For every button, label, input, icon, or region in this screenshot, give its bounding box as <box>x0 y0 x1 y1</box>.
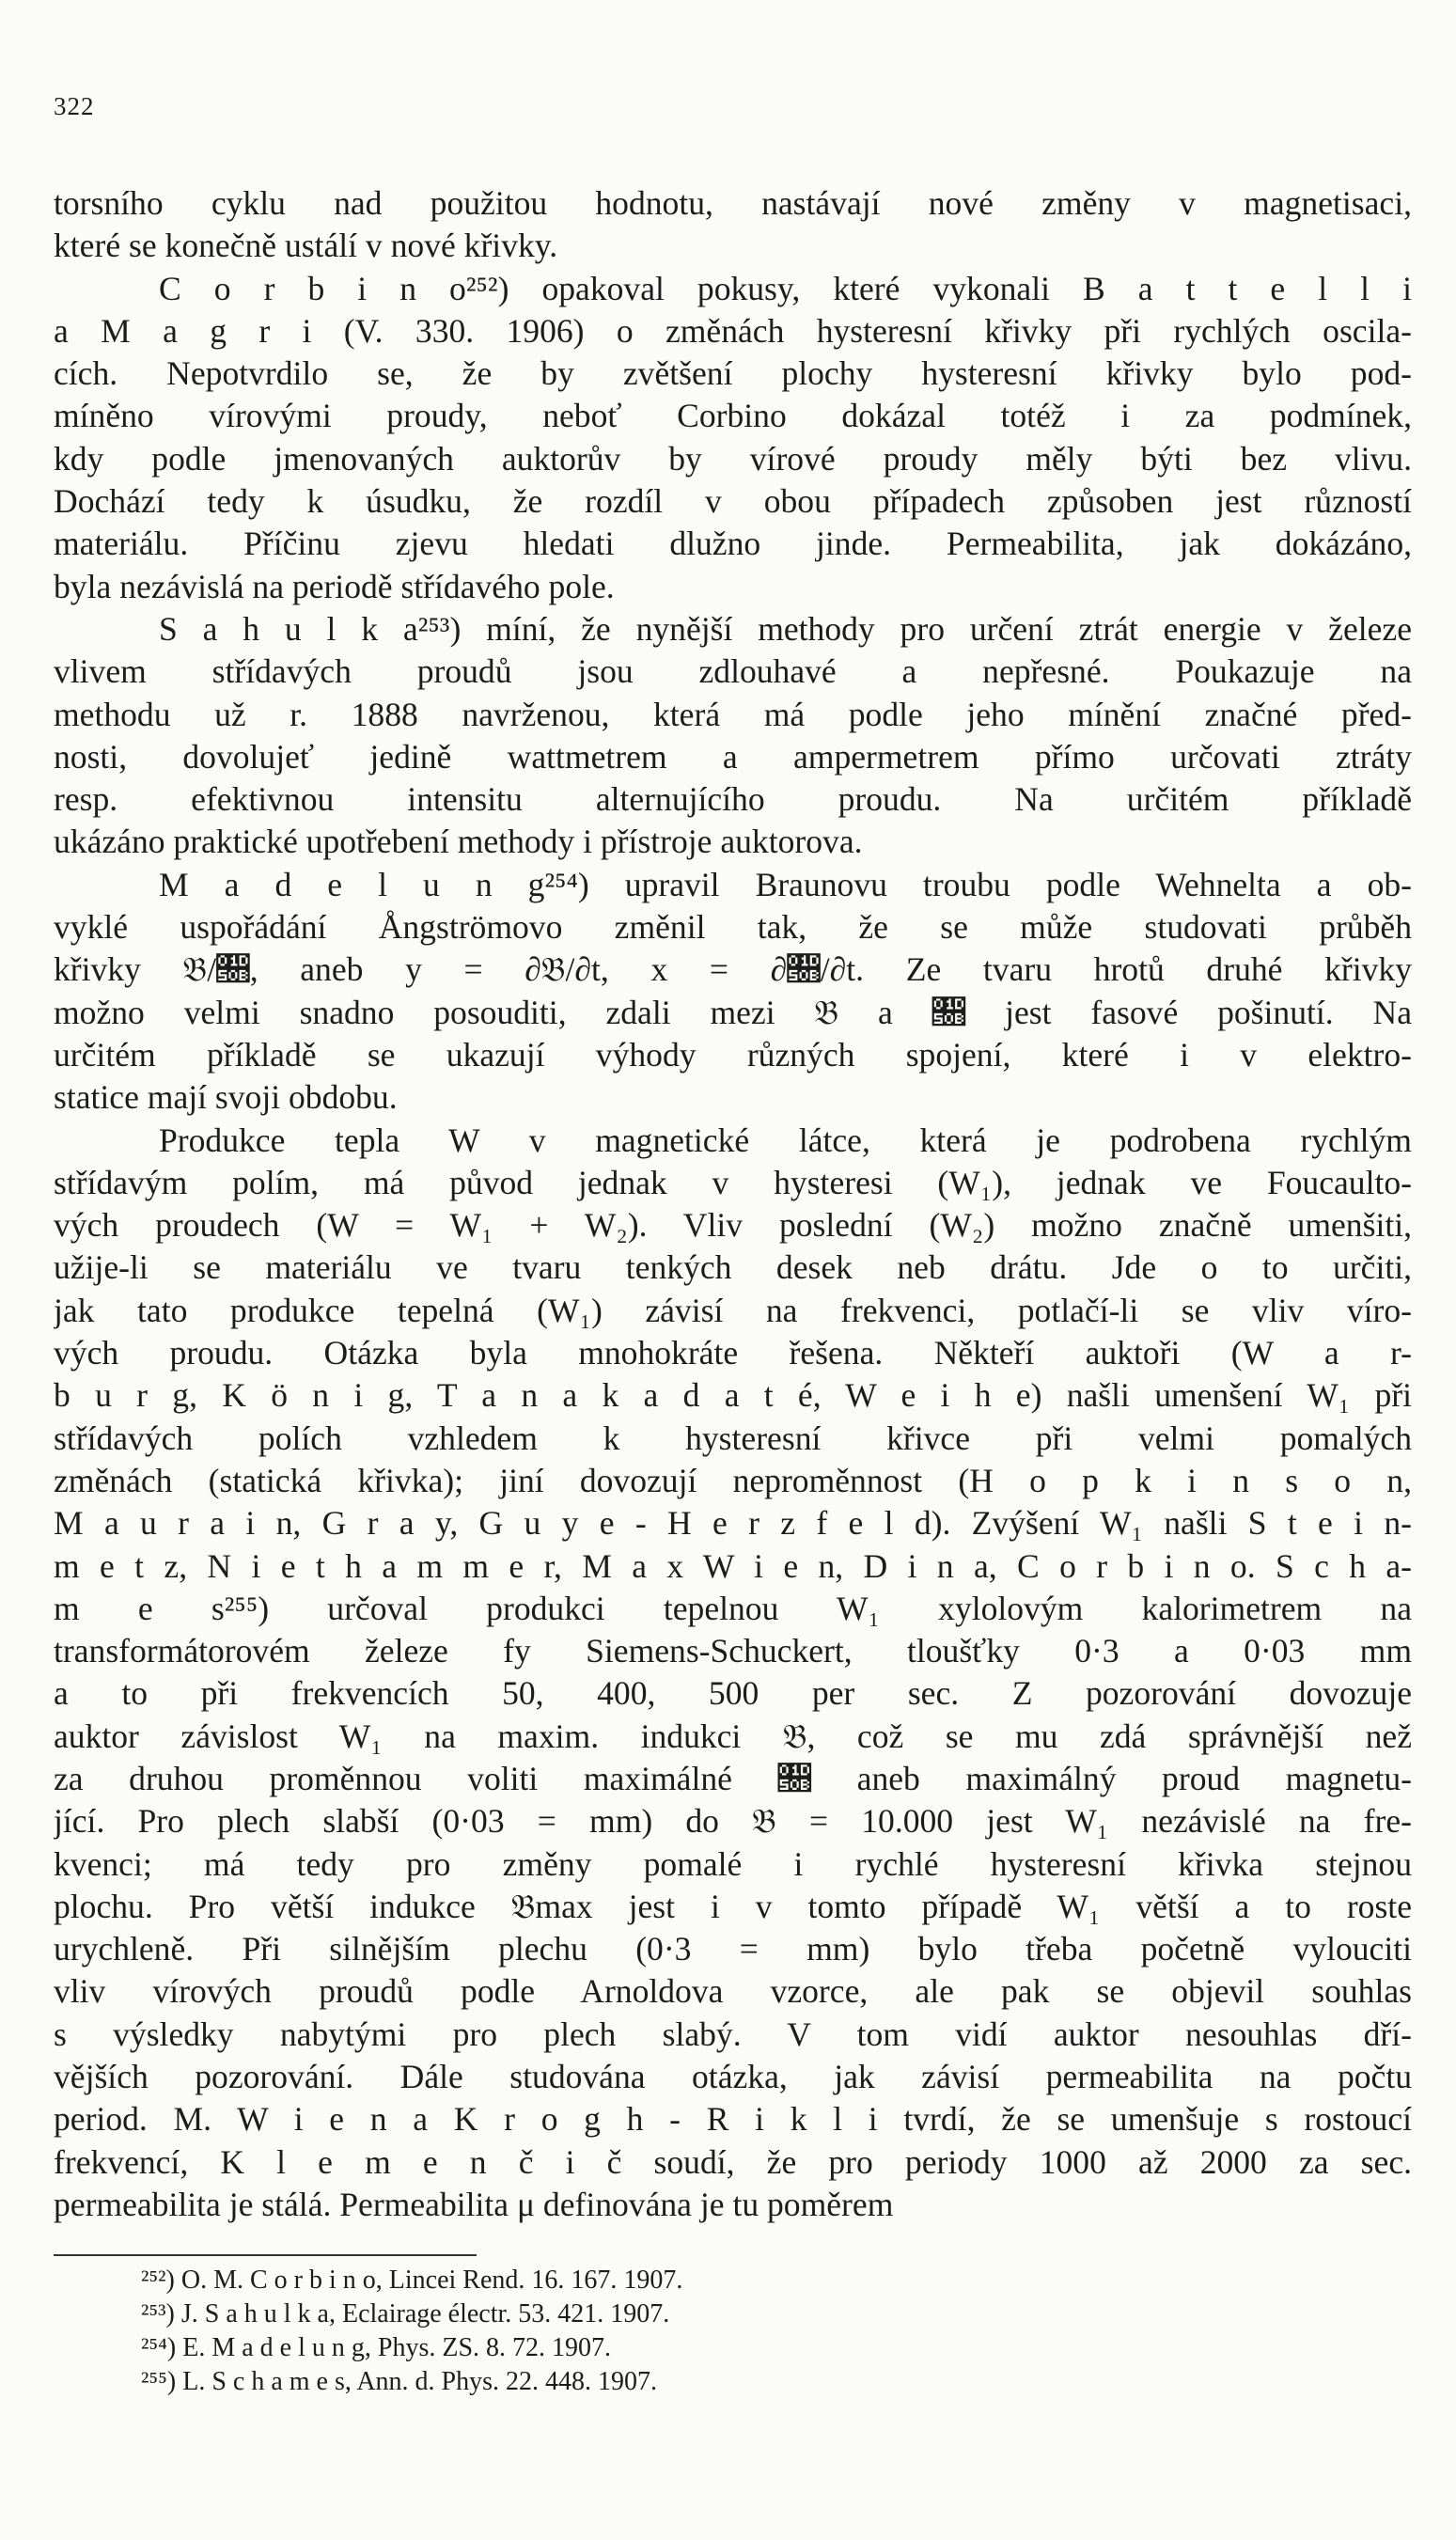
text-line: změnách (statická křivka); jiní dovozují neproměnnost (H o p k i n s o n, <box>54 1461 1412 1499</box>
text-line: vějších pozorování. Dále studována otázka, jak závisí permeabilita na počtu <box>54 2058 1412 2096</box>
text-line: užije-li se materiálu ve tvaru tenkých desek neb drátu. Jde o to určiti, <box>54 1248 1412 1287</box>
footnotes <box>141 2264 1081 2399</box>
text-line: střídavých polích vzhledem k hysteresní křivce při velmi pomalých <box>54 1419 1412 1457</box>
text-line: m e s²⁵⁵) určoval produkci tepelnou W₁ xylolovým kalorimetrem na <box>54 1589 1412 1627</box>
text-line: permeabilita je stálá. Permeabilita μ definována je tu poměrem <box>54 2185 894 2223</box>
text-line: kdy podle jmenovaných auktorův by vírové proudy měly býti bez vlivu. <box>54 439 1412 478</box>
text-line: jící. Pro plech slabší (0·03 = mm) do 𝔅 = 10.000 jest W₁ nezávislé na fre- <box>54 1802 1412 1841</box>
text-line: určitém příkladě se ukazují výhody různých spojení, které i v elektro- <box>54 1035 1412 1074</box>
text-line: vyklé uspořádání Ångströmovo změnil tak, že se může studovati průběh <box>54 908 1412 947</box>
text-line: vých proudech (W = W₁ + W₂). Vliv poslední (W₂) možno značně umenšiti, <box>54 1206 1412 1245</box>
text-line: C o r b i n o²⁵²) opakoval pokusy, které vykonali B a t t e l l i <box>159 269 1412 307</box>
text-line: m e t z, N i e t h a m m e r, M a x W i e n, D i n a, C o r b i n o. S c h a- <box>54 1546 1412 1585</box>
text-line: vých proudu. Otázka byla mnohokráte řešena. Někteří auktoři (W a r- <box>54 1334 1412 1372</box>
text-line: byla nezávislá na periodě střídavého pole. <box>54 567 615 605</box>
text-line: b u r g, K ö n i g, T a n a k a d a t é, W e i h e) našli umenšení W₁ při <box>54 1376 1412 1415</box>
body-text <box>54 182 1412 2226</box>
text-line: Produkce tepla W v magnetické látce, která je podrobena rychlým <box>159 1121 1412 1159</box>
text-line: míněno vírovými proudy, neboť Corbino dokázal totéž i za podmínek, <box>54 397 1412 435</box>
text-line: materiálu. Příčinu zjevu hledati dlužno jinde. Permeabilita, jak dokázáno, <box>54 525 1412 563</box>
footnote: ²⁵³) J. S a h u l k a, Eclairage électr. 53. 421. 1907. <box>141 2299 670 2328</box>
page-number: 322 <box>54 92 95 120</box>
text-line: urychleně. Při silnějším plechu (0·3 = mm) bylo třeba početně vylouciti <box>54 1930 1412 1968</box>
text-line: jak tato produkce tepelná (W₁) závisí na frekvenci, potlačí-li se vliv víro- <box>54 1291 1412 1329</box>
text-line: plochu. Pro větší indukce 𝔅max jest i v tomto případě W₁ větší a to roste <box>54 1887 1412 1925</box>
text-line: střídavým polím, má původ jednak v hysteresi (W₁), jednak ve Foucaulto- <box>54 1163 1412 1201</box>
text-line: M a u r a i n, G r a y, G u y e - H e r z f e l d). Zvýšení W₁ našli S t e i n- <box>54 1504 1412 1543</box>
footnote: ²⁵⁴) E. M a d e l u n g, Phys. ZS. 8. 72. 1907. <box>141 2333 612 2362</box>
text-line: period. M. W i e n a K r o g h - R i k l i tvrdí, že se umenšuje s rostoucí <box>54 2100 1412 2139</box>
footnote-divider <box>54 2254 477 2256</box>
text-line: auktor závislost W₁ na maxim. indukci 𝔅, což se mu zdá správnější než <box>54 1717 1412 1755</box>
text-line: statice mají svoji obdobu. <box>54 1078 398 1117</box>
footnote: ²⁵⁵) L. S c h a m e s, Ann. d. Phys. 22. 448. 1907. <box>141 2367 658 2396</box>
text-line: a to při frekvencích 50, 400, 500 per sec. Z pozorování dovozuje <box>54 1674 1412 1713</box>
paragraph <box>54 608 1412 864</box>
text-line: vliv vírových proudů podle Arnoldova vzorce, ale pak se objevil souhlas <box>54 1972 1412 2011</box>
text-line: S a h u l k a²⁵³) míní, že nynější methody pro určení ztrát energie v železe <box>159 609 1412 648</box>
text-line: frekvencí, K l e m e n č i č soudí, že pro periody 1000 až 2000 za sec. <box>54 2142 1412 2181</box>
text-line: s výsledky nabytými pro plech slabý. V tom vidí auktor nesouhlas dří- <box>54 2015 1412 2053</box>
text-line: a M a g r i (V. 330. 1906) o změnách hysteresní křivky při rychlých oscila- <box>54 311 1412 350</box>
text-line: vlivem střídavých proudů jsou zdlouhavé a nepřesné. Poukazuje na <box>54 652 1412 691</box>
text-line: resp. efektivnou intensitu alternujícího proudu. Na určitém příkladě <box>54 780 1412 819</box>
paragraph <box>54 182 1412 268</box>
paragraph <box>54 864 1412 1120</box>
text-line: cích. Nepotvrdilo se, že by zvětšení plochy hysteresní křivky bylo pod- <box>54 354 1412 393</box>
text-line: kvenci; má tedy pro změny pomalé i rychlé hysteresní křivka stejnou <box>54 1844 1412 1883</box>
text-line: křivky 𝔅/𝔋, aneb y = ∂𝔅/∂t, x = ∂𝔋/∂t. Ze tvaru hrotů druhé křivky <box>54 950 1412 989</box>
text-line: ukázáno praktické upotřebení methody i přístroje auktorova. <box>54 823 863 861</box>
text-line: nosti, dovolujeť jedině wattmetrem a ampermetrem přímo určovati ztráty <box>54 737 1412 776</box>
text-line: transformátorovém železe fy Siemens-Schuckert, tloušťky 0·3 a 0·03 mm <box>54 1632 1412 1670</box>
text-line: M a d e l u n g²⁵⁴) upravil Braunovu troubu podle Wehnelta a ob- <box>159 865 1412 903</box>
text-line: Dochází tedy k úsudku, že rozdíl v obou případech způsoben jest růzností <box>54 482 1412 521</box>
text-line: které se konečně ustálí v nové křivky. <box>54 227 558 265</box>
paragraph <box>54 1120 1412 2227</box>
text-line: torsního cyklu nad použitou hodnotu, nastávají nové změny v magnetisaci, <box>54 184 1412 222</box>
paragraph <box>54 268 1412 608</box>
text-line: možno velmi snadno posouditi, zdali mezi 𝔅 a 𝔋 jest fasové pošinutí. Na <box>54 993 1412 1031</box>
text-line: methodu už r. 1888 navrženou, která má podle jeho mínění značné před- <box>54 695 1412 733</box>
text-line: za druhou proměnnou voliti maximálné 𝔋 aneb maximálný proud magnetu- <box>54 1759 1412 1797</box>
footnote: ²⁵²) O. M. C o r b i n o, Lincei Rend. 16. 167. 1907. <box>141 2266 683 2295</box>
